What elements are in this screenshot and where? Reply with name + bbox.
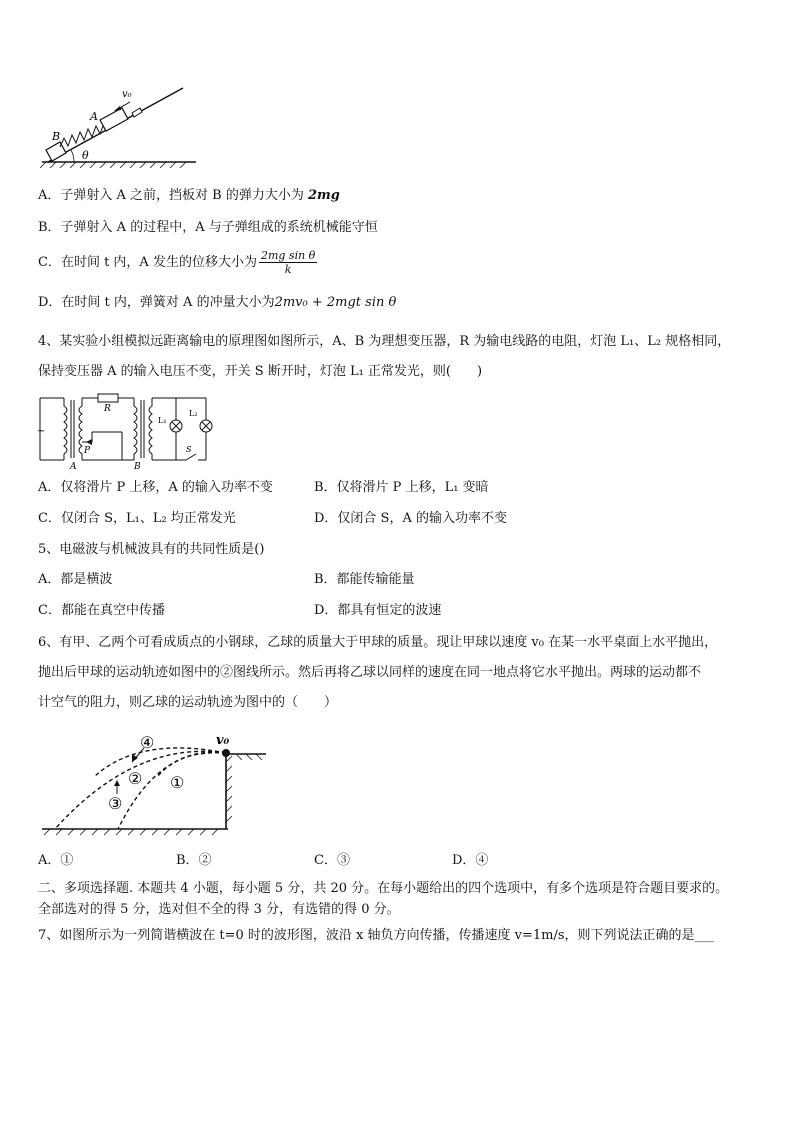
circuit-label-L1: L₁ bbox=[158, 416, 167, 425]
q3-option-d-text: D．在时间 t 内，弹簧对 A 的冲量大小为 bbox=[38, 295, 275, 310]
q6-stem-line1: 6、有甲、乙两个可看成质点的小钢球，乙球的质量大于甲球的质量。现让甲球以速度 v₀ 在某一水平桌面上水平抛出， bbox=[38, 635, 718, 650]
q7-stem: 7、如图所示为一列简谐横波在 t=0 时的波形图，波沿 x 轴负方向传播，传播速度 v=1m/s，则下列说法正确的是___ bbox=[38, 928, 715, 943]
circuit-label-S: S bbox=[186, 445, 192, 454]
circuit-label-P: P bbox=[84, 446, 91, 456]
q3-option-c-fraction bbox=[259, 249, 317, 276]
q4-option-b[interactable]: B．仅将滑片 P 上移，L₁ 变暗 bbox=[314, 480, 489, 495]
q3-option-a-text: A．子弹射入 A 之前，挡板对 B 的弹力大小为 bbox=[38, 188, 308, 203]
q3-option-d[interactable] bbox=[38, 293, 396, 313]
circuit-label-R: R bbox=[104, 404, 111, 414]
q5-option-d[interactable]: D．都具有恒定的波速 bbox=[314, 603, 442, 618]
q5-option-c[interactable]: C．都能在真空中传播 bbox=[38, 603, 165, 618]
q4-option-a[interactable]: A．仅将滑片 P 上移，A 的输入功率不变 bbox=[38, 480, 273, 495]
q4-option-c[interactable]: C．仅闭合 S，L₁、L₂ 均正常发光 bbox=[38, 511, 236, 526]
circuit-label-tilde: ~ bbox=[37, 426, 46, 437]
projectile-label-4: ④ bbox=[140, 733, 155, 752]
q6-option-d[interactable]: D．④ bbox=[452, 853, 489, 868]
q3-option-c-denominator: k bbox=[284, 263, 292, 276]
q6-stem-line2: 抛出后甲球的运动轨迹如图中的②图线所示。然后再将乙球以同样的速度在同一地点将它水平抛出。两球的运动都不 bbox=[38, 665, 702, 680]
transmission-circuit-figure bbox=[36, 390, 221, 470]
q3-option-d-expr: 2mv₀ + 2mgt sin θ bbox=[274, 295, 397, 310]
circuit-label-L2: L₂ bbox=[189, 409, 198, 418]
projectile-label-3: ③ bbox=[108, 794, 123, 813]
q6-option-a[interactable]: A．① bbox=[38, 853, 74, 868]
q4-stem-line1: 4、某实验小组模拟远距离输电的原理图如图所示，A、B 为理想变压器，R 为输电线路的电阻，灯泡 L₁、L₂ 规格相同， bbox=[38, 334, 731, 349]
projectile-label-2: ② bbox=[128, 769, 143, 788]
projectile-label-v0: v₀ bbox=[216, 733, 230, 748]
spring-label-B: B bbox=[52, 130, 61, 143]
circuit-label-A: A bbox=[70, 462, 77, 470]
q3-option-b[interactable]: B．子弹射入 A 的过程中，A 与子弹组成的系统机械能守恒 bbox=[38, 220, 378, 235]
q5-option-a[interactable]: A．都是横波 bbox=[38, 572, 113, 587]
spring-incline-figure bbox=[38, 80, 203, 170]
circuit-label-B: B bbox=[134, 462, 141, 470]
spring-label-theta: θ bbox=[82, 149, 89, 162]
q6-stem-line3: 计空气的阻力，则乙球的运动轨迹为图中的（ ） bbox=[38, 695, 338, 710]
spring-label-v0: v₀ bbox=[122, 89, 132, 100]
q5-stem: 5、电磁波与机械波具有的共同性质是() bbox=[38, 542, 265, 557]
q3-option-a-value: 2mg bbox=[308, 188, 340, 203]
q5-option-b[interactable]: B．都能传输能量 bbox=[314, 572, 415, 587]
section2-header-line1: 二、多项选择题. 本题共 4 小题，每小题 5 分，共 20 分。在每小题给出的四个选项中，有多个选项是符合题目要求的。 bbox=[38, 881, 729, 896]
projectile-figure bbox=[40, 726, 270, 838]
q3-option-c[interactable] bbox=[38, 246, 319, 280]
q3-option-c-text: C．在时间 t 内，A 发生的位移大小为 bbox=[38, 255, 257, 270]
q4-stem-line2: 保持变压器 A 的输入电压不变，开关 S 断开时，灯泡 L₁ 正常发光，则( ) bbox=[38, 364, 483, 379]
q6-option-c[interactable]: C．③ bbox=[314, 853, 350, 868]
q3-option-c-numerator: 2mg sin θ bbox=[260, 249, 316, 262]
spring-label-A: A bbox=[90, 110, 98, 123]
projectile-label-1: ① bbox=[170, 773, 185, 792]
q6-option-b[interactable]: B．② bbox=[176, 853, 212, 868]
section2-header-line2: 全部选对的得 5 分，选对但不全的得 3 分，有选错的得 0 分。 bbox=[38, 902, 400, 917]
q4-option-d[interactable]: D．仅闭合 S，A 的输入功率不变 bbox=[314, 511, 507, 526]
q3-option-a[interactable] bbox=[38, 186, 340, 206]
